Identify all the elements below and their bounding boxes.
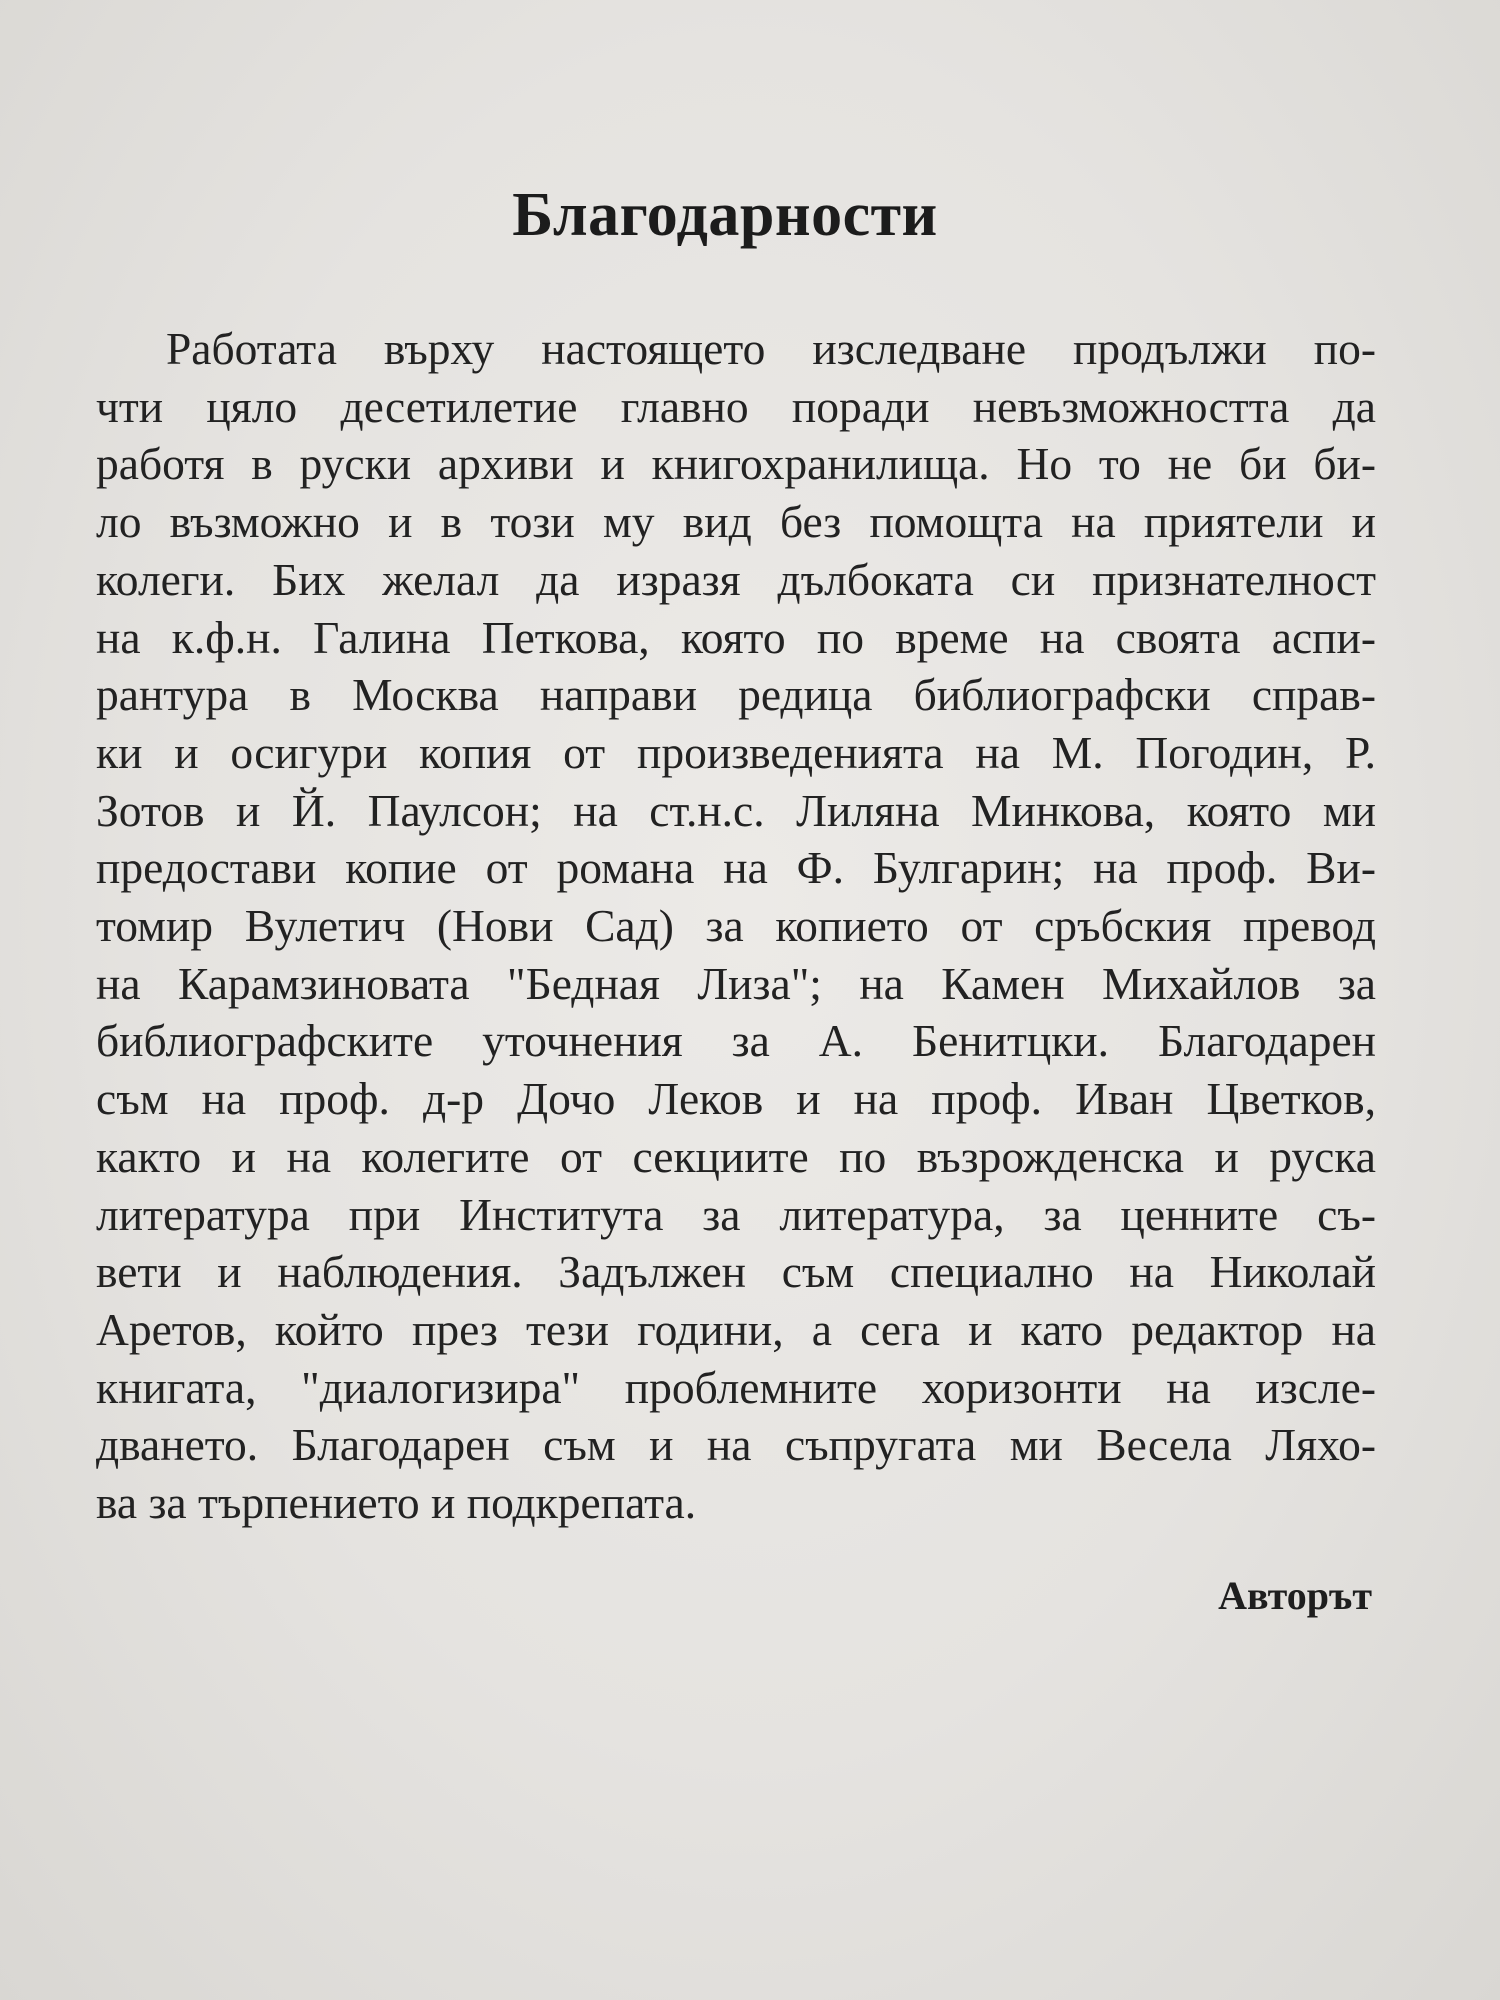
paragraph-line: Зотов и Й. Паулсон; на ст.н.с. Лиляна Минкова, която ми bbox=[96, 784, 1376, 836]
page-title: Благодарности bbox=[512, 181, 938, 249]
paragraph-line: дването. Благодарен съм и на съпругата ми Весела Ляхо- bbox=[96, 1419, 1376, 1471]
paragraph-line: на Карамзиновата "Бедная Лиза"; на Камен Михайлов за bbox=[96, 957, 1376, 1009]
paragraph-line: както и на колегите от секциите по възрожденска и руска bbox=[96, 1130, 1376, 1182]
paragraph-line: литература при Института за литература, за ценните съ- bbox=[96, 1188, 1376, 1240]
paragraph-line: библиографските уточнения за А. Бенитцки. Благодарен bbox=[96, 1015, 1376, 1067]
paragraph-line: ва за търпението и подкрепата. bbox=[96, 1477, 697, 1529]
paragraph-line: Работата върху настоящето изследване продължи по- bbox=[166, 323, 1376, 374]
paragraph-line: съм на проф. д-р Дочо Леков и на проф. Иван Цветков, bbox=[96, 1073, 1376, 1125]
paragraph-line: ло възможно и в този му вид без помощта на приятели и bbox=[96, 496, 1376, 548]
paragraph-line: работя в руски архиви и книгохранилища. Но то не би би- bbox=[96, 438, 1376, 490]
paragraph-line: Аретов, който през тези години, а сега и като редактор на bbox=[96, 1303, 1376, 1355]
paragraph-line: рантура в Москва направи редица библиографски справ- bbox=[96, 669, 1376, 721]
paragraph-line: ки и осигури копия от произведенията на М. Погодин, Р. bbox=[96, 726, 1376, 778]
acknowledgements-paragraph bbox=[96, 320, 1376, 1532]
paragraph-line: колеги. Бих желал да изразя дълбоката си признателност bbox=[96, 553, 1376, 605]
paragraph-line: книгата, "диалогизира" проблемните хоризонти на изсле- bbox=[96, 1361, 1376, 1413]
paragraph-line: предостави копие от романа на Ф. Булгарин; на проф. Ви- bbox=[96, 842, 1376, 894]
paragraph-line: на к.ф.н. Галина Петкова, която по време на своята аспи- bbox=[96, 611, 1376, 663]
paragraph-line: томир Вулетич (Нови Сад) за копието от сръбския превод bbox=[96, 900, 1376, 952]
author-signature: Авторът bbox=[1218, 1573, 1372, 1618]
paragraph-line: чти цяло десетилетие главно поради невъзможността да bbox=[96, 380, 1376, 432]
paragraph-line: вети и наблюдения. Задължен съм специално на Николай bbox=[96, 1246, 1376, 1298]
